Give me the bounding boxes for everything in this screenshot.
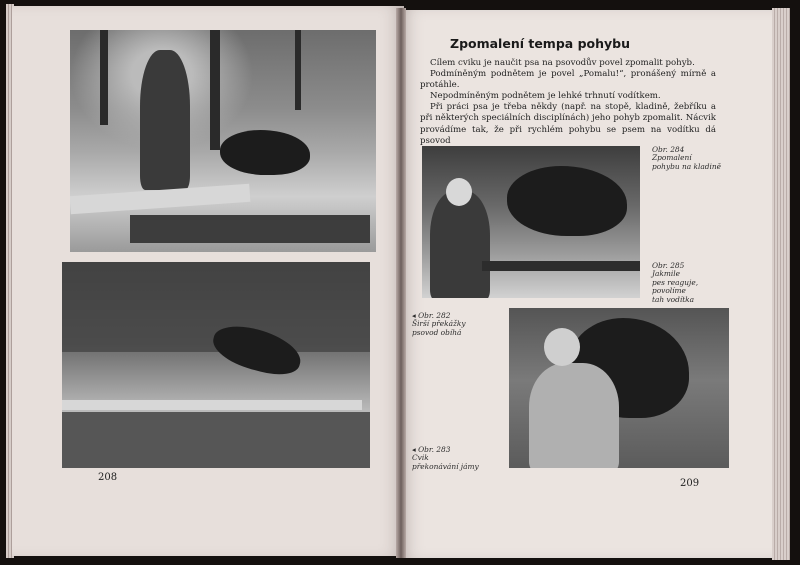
tree-trunk: [100, 30, 108, 125]
handler-head: [544, 328, 580, 366]
tree-trunk: [210, 30, 220, 150]
dog-figure: [220, 130, 310, 175]
tree-trunk: [295, 30, 301, 110]
right-page-edges: [772, 8, 790, 560]
caption-obr-283: ◂ Obr. 283 Cvik překonávání jámy: [412, 445, 479, 471]
paragraph: Při práci psa je třeba někdy (např. na stopě, kladině, žebříku a při některých speciálních disciplínách) jeho pohyb zpomalit. Nácvik provádíme tak, že při rychlém pohybu se psem na vodítku dá psovod: [420, 102, 716, 146]
handler-face: [446, 178, 472, 206]
body-text: [420, 58, 716, 147]
arrow-left-icon: ◂: [412, 311, 416, 320]
photo-dog-on-balance-beam: [422, 146, 640, 298]
book-spine: [396, 8, 406, 558]
handler-figure: [529, 363, 619, 468]
arrow-left-icon: ◂: [412, 445, 416, 454]
section-title: Zpomalení tempa pohybu: [450, 36, 630, 51]
page-number-left: 208: [98, 472, 118, 483]
photo-handler-with-dog-on-plank: [70, 30, 376, 252]
dog-figure: [507, 166, 627, 236]
pit: [130, 215, 370, 243]
page-number-right: 209: [680, 478, 700, 489]
paragraph: Podmíněným podnětem je povel „Pomalu!“, pronášený mírně a protáhle.: [420, 69, 716, 91]
paragraph: Cílem cviku je naučit psa na psovodův povel zpomalit pohyb.: [430, 58, 695, 68]
pit-edge: [62, 400, 362, 410]
handler-figure: [140, 50, 190, 190]
balance-beam: [482, 261, 640, 271]
paragraph: Nepodmíněným podnětem je lehké trhnutí vodítkem.: [430, 91, 661, 102]
handler-figure: [430, 191, 490, 298]
photo-dog-jumping-pit: [62, 262, 370, 468]
photo-handler-with-dog-close: [509, 308, 729, 468]
caption-obr-282: ◂ Obr. 282 Širší překážky psovod obíhá: [412, 311, 466, 337]
caption-obr-285: Obr. 285 Jakmile pes reaguje, povolíme tah vodítka: [652, 261, 699, 304]
pit: [62, 412, 370, 468]
caption-obr-284: Obr. 284 Zpomalení pohybu na kladině: [652, 145, 721, 171]
